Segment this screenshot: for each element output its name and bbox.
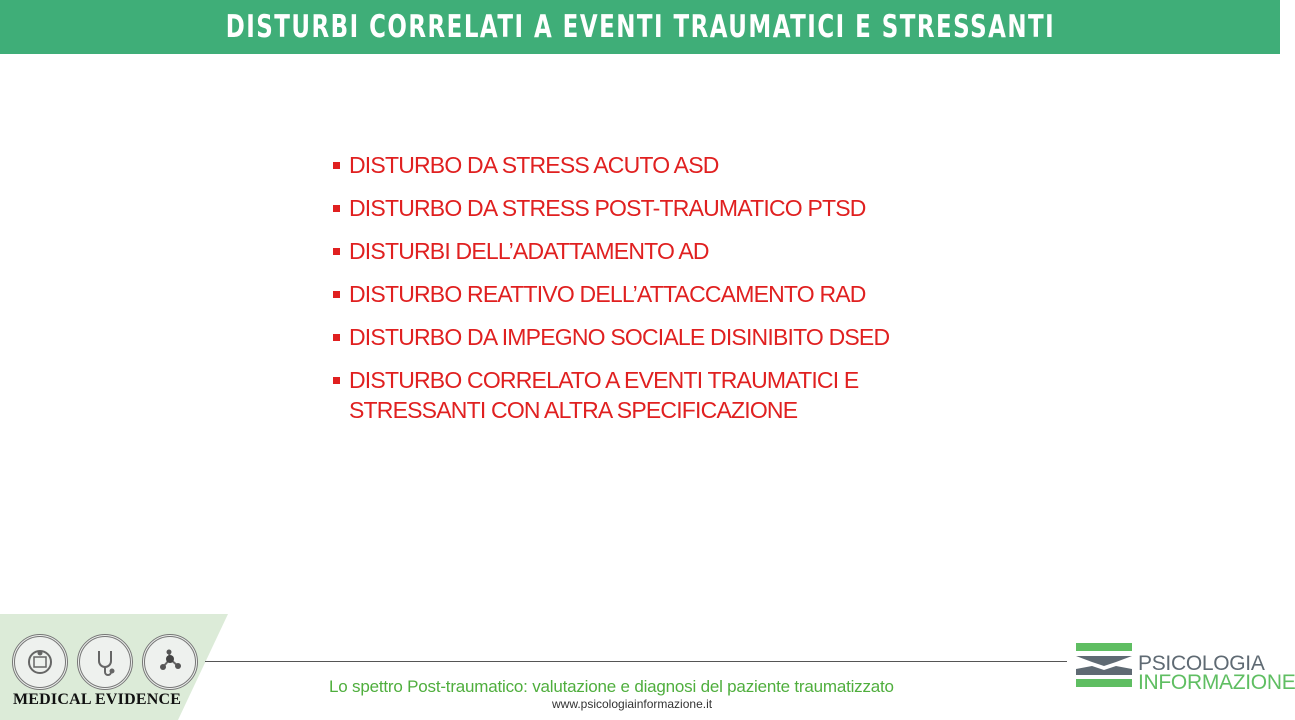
bullet-square-icon — [333, 248, 340, 255]
bullet-square-icon — [333, 205, 340, 212]
bullet-square-icon — [333, 334, 340, 341]
bullet-square-icon — [333, 377, 340, 384]
bullet-text: DISTURBO DA STRESS ACUTO ASD — [349, 152, 719, 178]
psicologia-informazione-logo — [1076, 643, 1295, 694]
bullet-item — [330, 279, 950, 309]
molecule-icon — [142, 634, 198, 690]
bullet-square-icon — [333, 291, 340, 298]
bullet-text: DISTURBO REATTIVO DELL’ATTACCAMENTO RAD — [349, 281, 866, 307]
logo-text-top: PSICOLOGIA — [1138, 652, 1265, 675]
title-bar — [0, 0, 1280, 54]
bullet-text: DISTURBI DELL’ADATTAMENTO AD — [349, 238, 709, 264]
bullet-item — [330, 365, 950, 425]
presentation-subtitle: Lo spettro Post-traumatico: valutazione e diagnosi del paziente traumatizzato — [329, 677, 894, 696]
stethoscope-icon — [77, 634, 133, 690]
bullet-item — [330, 236, 950, 266]
bullet-text: DISTURBO DA STRESS POST-TRAUMATICO PTSD — [349, 195, 866, 221]
bullet-text: DISTURBO CORRELATO A EVENTI TRAUMATICI E STRESSANTI CON ALTRA SPECIFICAZIONE — [349, 367, 859, 423]
bullet-item — [330, 322, 950, 352]
bullet-square-icon — [333, 162, 340, 169]
bullet-text: DISTURBO DA IMPEGNO SOCIALE DISINIBITO DSED — [349, 324, 890, 350]
website-url: www.psicologiainformazione.it — [552, 697, 713, 711]
bullet-list — [330, 150, 950, 438]
logo-text-in: IN — [1138, 671, 1159, 694]
logo-text-formazione: FORMAZIONE — [1158, 671, 1295, 694]
slide-title: DISTURBI CORRELATI A EVENTI TRAUMATICI E STRESSANTI — [225, 9, 1055, 45]
logo-mark-icon — [1076, 643, 1134, 689]
gear-icon — [12, 634, 68, 690]
footer-divider — [205, 661, 1067, 662]
bullet-item — [330, 150, 950, 180]
medical-evidence-badges — [12, 634, 198, 690]
logo-text-bottom — [1138, 671, 1295, 695]
bullet-item — [330, 193, 950, 223]
medical-evidence-brand: MEDICAL EVIDENCE — [13, 691, 182, 708]
